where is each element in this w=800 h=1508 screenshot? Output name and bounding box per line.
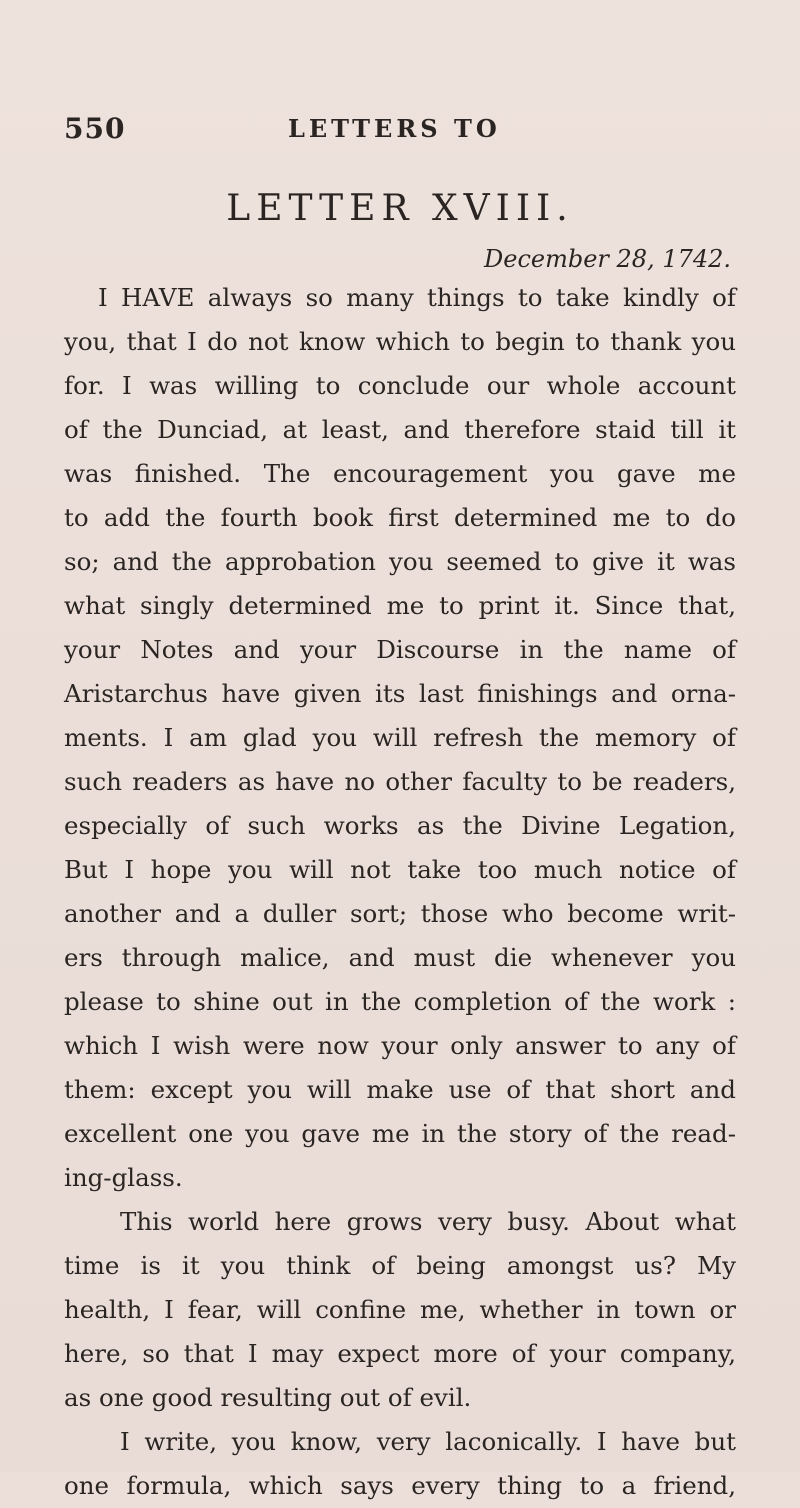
text-line: one formula, which says every thing to a friend, xyxy=(64,1471,736,1500)
text-line: excellent one you gave me in the story of the read- xyxy=(64,1119,736,1148)
text-line: what singly determined me to print it. Since that, xyxy=(64,591,736,620)
text-line: your Notes and your Discourse in the name of xyxy=(64,635,736,664)
text-line: was finished. The encouragement you gave me xyxy=(64,459,736,488)
text-line: for. I was willing to conclude our whole account xyxy=(64,371,736,400)
letter-body xyxy=(64,276,736,1508)
running-title: LETTERS TO xyxy=(288,114,501,143)
text-line: I write, you know, very laconically. I have but xyxy=(120,1427,736,1456)
text-line: please to shine out in the completion of the work : xyxy=(64,987,736,1016)
text-line: you, that I do not know which to begin to thank you xyxy=(64,327,736,356)
text-line: ers through malice, and must die whenever you xyxy=(64,943,736,972)
text-line: as one good resulting out of evil. xyxy=(64,1383,472,1412)
text-line: But I hope you will not take too much notice of xyxy=(64,855,736,884)
letter-date: December 28, 1742. xyxy=(484,245,732,273)
text-line: health, I fear, will confine me, whether in town or xyxy=(64,1295,736,1324)
letter-heading: LETTER XVIII. xyxy=(226,188,574,229)
page-number: 550 xyxy=(64,112,126,145)
text-line: another and a duller sort; those who become writ- xyxy=(64,899,736,928)
text-line: here, so that I may expect more of your company, xyxy=(64,1339,736,1368)
text-line: such readers as have no other faculty to be readers, xyxy=(64,767,736,796)
running-head xyxy=(64,112,736,152)
text-line: ing-glass. xyxy=(64,1163,183,1192)
text-line: ments. I am glad you will refresh the memory of xyxy=(64,723,736,752)
text-line: them: except you will make use of that short and xyxy=(64,1075,736,1104)
text-line: This world here grows very busy. About what xyxy=(120,1207,736,1236)
text-line: Aristarchus have given its last finishings and orna- xyxy=(64,679,736,708)
text-line: which I wish were now your only answer to any of xyxy=(64,1031,736,1060)
text-line: time is it you think of being amongst us? My xyxy=(64,1251,736,1280)
text-line: especially of such works as the Divine Legation, xyxy=(64,811,736,840)
text-line: I HAVE always so many things to take kindly of xyxy=(98,283,736,312)
text-line: so; and the approbation you seemed to give it was xyxy=(64,547,736,576)
text-line: of the Dunciad, at least, and therefore staid till it xyxy=(64,415,736,444)
text-line: to add the fourth book first determined me to do xyxy=(64,503,736,532)
